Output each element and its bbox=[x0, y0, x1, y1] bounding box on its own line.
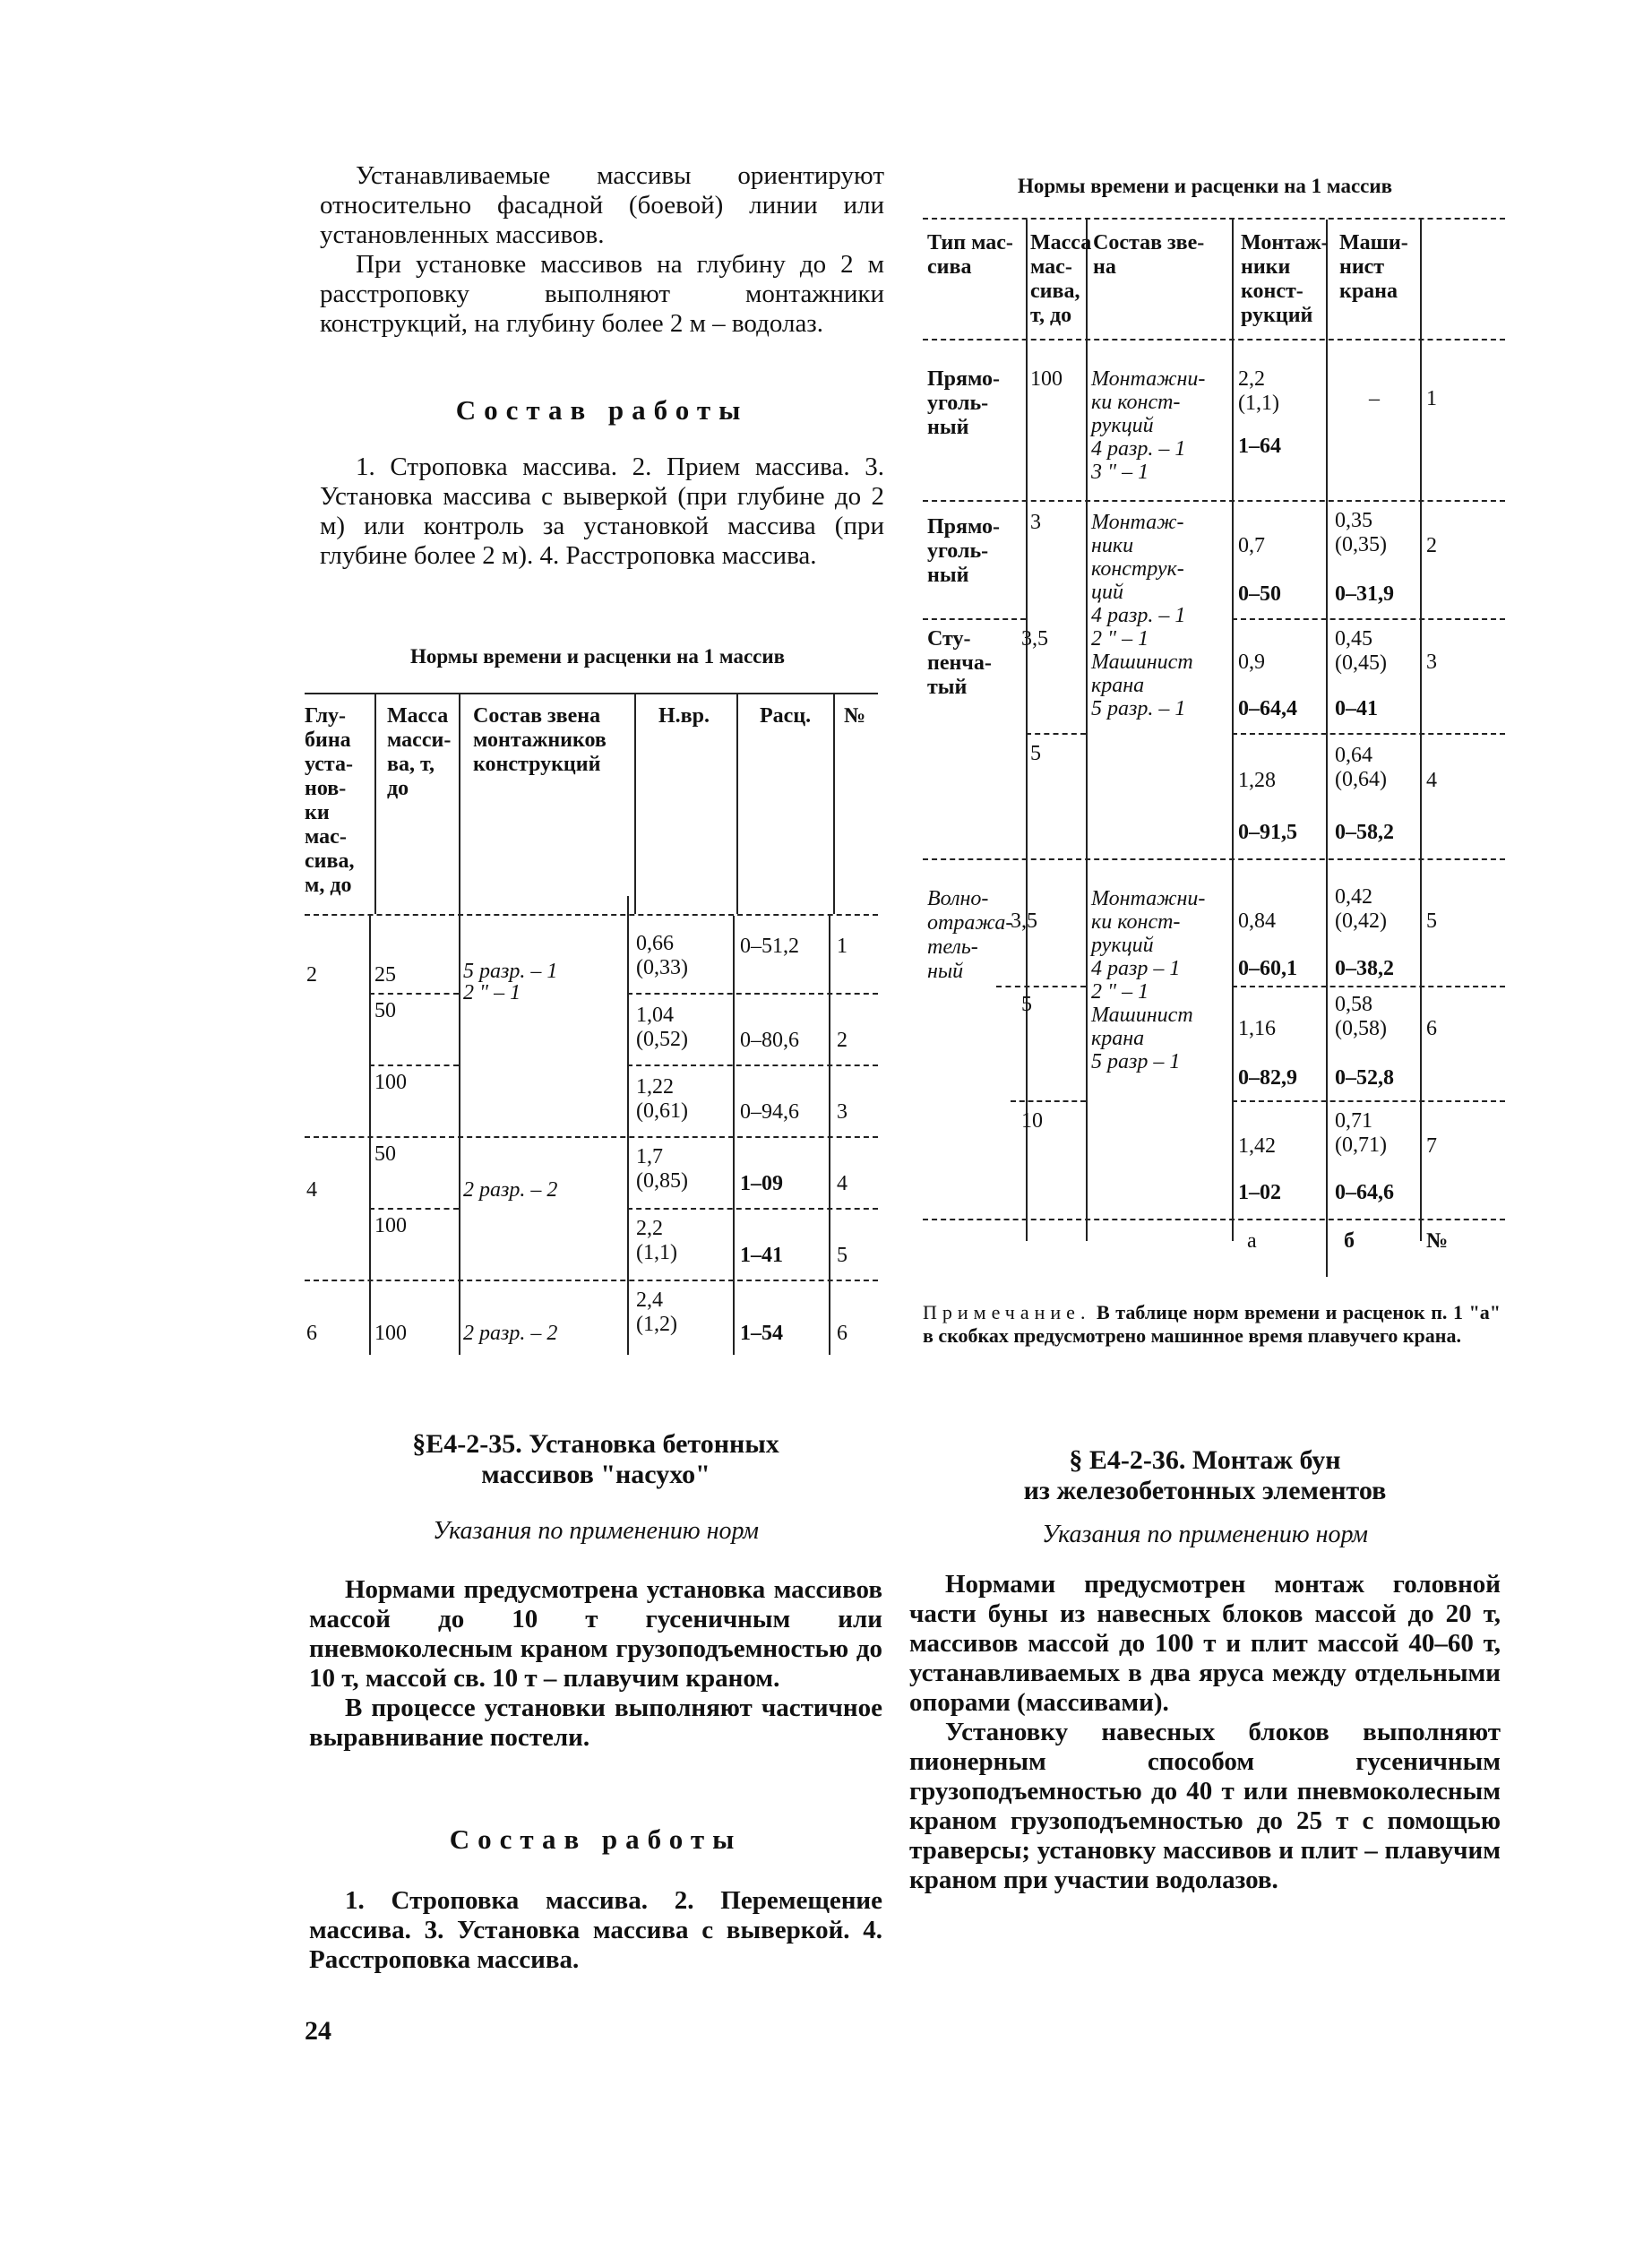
t2-g1-crew: Монтажни- ки конст- рукций 4 разр. – 1 3 " – 1 bbox=[1091, 367, 1206, 484]
section-35-paragraph-1: Нормами предусмотрена установка массивов массой до 10 т гусеничным или пневмоколесным краном грузоподъемностью до 10 т, массой св. 10 т – плавучим краном. bbox=[309, 1575, 882, 1693]
t2-g2-mont-r: 0–50 bbox=[1238, 582, 1281, 606]
section-35-work-text bbox=[309, 1886, 882, 1975]
section-35-subtitle: Указания по применению норм bbox=[433, 1517, 759, 1545]
t1-row5-rasc: 1–41 bbox=[740, 1244, 783, 1267]
t2-g4-r2-mont-r: 0–82,9 bbox=[1238, 1066, 1297, 1090]
t2-g3-r2-mass: 5 bbox=[1030, 742, 1041, 765]
t2-footer-no: № bbox=[1426, 1229, 1449, 1253]
t2-g4-r3-no: 7 bbox=[1426, 1134, 1437, 1158]
t1-row1-nvr: 0,66 (0,33) bbox=[636, 932, 688, 979]
t1-row4-rasc: 1–09 bbox=[740, 1172, 783, 1195]
section-36-paragraph-1: Нормами предусмотрен монтаж головной части буны из навесных блоков массой до 20 т, массивов массой до 100 т и плит массой 40–60 т, устанавливаемых в два яруса между отдельными опорами (массивами). bbox=[909, 1570, 1501, 1717]
t2-g1-mont: 2,2 (1,1) bbox=[1238, 367, 1279, 415]
t1-header-no: № bbox=[844, 704, 866, 728]
t1-row5-nvr: 2,2 (1,1) bbox=[636, 1217, 677, 1264]
section-35-text bbox=[309, 1575, 882, 1753]
t2-g4-r3-mash-r: 0–64,6 bbox=[1335, 1181, 1394, 1204]
page-number: 24 bbox=[305, 2016, 331, 2046]
t2-g3-r1-mont: 0,9 bbox=[1238, 651, 1265, 674]
t1-row1-no: 1 bbox=[837, 935, 848, 958]
t2-footer-b: б bbox=[1344, 1229, 1355, 1253]
t1-row3-no: 3 bbox=[837, 1100, 848, 1124]
section-35-work-heading: Состав работы bbox=[449, 1823, 743, 1855]
t2-g2-crew: Монтаж- ники конструк- ций 4 разр. – 1 2 " – 1 Машинист крана 5 разр. – 1 bbox=[1091, 511, 1193, 720]
work-composition-paragraph: 1. Строповка массива. 2. Прием массива. 3. Установка массива с выверкой (при глубине до 2 м) или контроль за установкой массива (при глубине более 2 м). 4. Расстроповка массива. bbox=[320, 453, 884, 570]
t2-g4-r1-mash: 0,42 (0,42) bbox=[1335, 885, 1387, 933]
t1-row2-mass: 50 bbox=[374, 999, 396, 1022]
t1-row4-no: 4 bbox=[837, 1172, 848, 1195]
t1-header-nvr: Н.вр. bbox=[658, 704, 710, 728]
t2-g4-r2-no: 6 bbox=[1426, 1017, 1437, 1040]
t2-header-mont: Монтаж- ники конст- рукций bbox=[1241, 231, 1329, 327]
t1-row4-depth: 4 bbox=[306, 1178, 317, 1202]
t2-g1-mash: – bbox=[1369, 387, 1380, 410]
t2-g3-r1-mont-r: 0–64,4 bbox=[1238, 697, 1297, 720]
t1-row6-crew: 2 разр. – 2 bbox=[463, 1322, 558, 1345]
work-composition-heading: Состав работы bbox=[455, 394, 749, 426]
t1-row1-mass: 25 bbox=[374, 963, 396, 987]
t2-g3-r1-mass: 3,5 bbox=[1021, 627, 1048, 651]
section-36-text bbox=[909, 1570, 1501, 1895]
t2-g4-type: Волно- отража- тель- ный bbox=[927, 887, 1013, 983]
t2-g3-r1-mash-r: 0–41 bbox=[1335, 697, 1378, 720]
table2-caption: Нормы времени и расценки на 1 массив bbox=[1017, 175, 1393, 197]
t1-row5-mass: 100 bbox=[374, 1214, 407, 1237]
t1-row6-rasc: 1–54 bbox=[740, 1322, 783, 1345]
t1-row6-nvr: 2,4 (1,2) bbox=[636, 1289, 677, 1336]
t1-row6-depth: 6 bbox=[306, 1322, 317, 1345]
t2-g4-crew: Монтажни- ки конст- рукций 4 разр – 1 2 " – 1 Машинист крана 5 разр – 1 bbox=[1091, 887, 1206, 1073]
t1-row1-crew: 5 разр. – 1 2 " – 1 bbox=[463, 960, 558, 1004]
t1-row3-rasc: 0–94,6 bbox=[740, 1100, 799, 1124]
t2-g1-mass: 100 bbox=[1030, 367, 1063, 391]
t1-row6-mass: 100 bbox=[374, 1322, 407, 1345]
t2-header-crew: Состав зве- на bbox=[1093, 231, 1205, 279]
t1-header-depth: Глу- бина уста- нов- ки мас- сива, м, до bbox=[305, 704, 355, 897]
t2-g4-r3-mont: 1,42 bbox=[1238, 1134, 1276, 1158]
t2-g4-r2-mont: 1,16 bbox=[1238, 1017, 1276, 1040]
t2-g2-mash: 0,35 (0,35) bbox=[1335, 509, 1387, 556]
t1-row3-mass: 100 bbox=[374, 1071, 407, 1094]
t2-g2-mash-r: 0–31,9 bbox=[1335, 582, 1394, 606]
t2-g3-r2-mont-r: 0–91,5 bbox=[1238, 821, 1297, 844]
table2-note: Примечание. В таблице норм времени и расценок п. 1 "а" в скобках предусмотрено машинное время плавучего крана. bbox=[923, 1301, 1501, 1347]
t2-g4-r1-mass: 3,5 bbox=[1011, 909, 1037, 933]
section-36-paragraph-2: Установку навесных блоков выполняют пионерным способом гусеничным грузоподъемностью до 40 т или пневмоколесным краном грузоподъемностью до 25 т с помощью траверсы; установку массивов и плит – плавучим краном при участии водолазов. bbox=[909, 1718, 1501, 1894]
work-composition-text bbox=[320, 453, 884, 571]
t1-row2-no: 2 bbox=[837, 1029, 848, 1052]
intro-text bbox=[320, 161, 884, 339]
t2-g4-r2-mash-r: 0–52,8 bbox=[1335, 1066, 1394, 1090]
t2-header-mass: Масса мас- сива, т, до bbox=[1030, 231, 1092, 327]
section-35-title: §Е4-2-35. Установка бетонных массивов "насухо" bbox=[412, 1429, 779, 1489]
intro-paragraph-2: При установке массивов на глубину до 2 м расстроповку выполняют монтажники конструкций, на глубину более 2 м – водолаз. bbox=[320, 250, 884, 338]
t2-g3-r1-no: 3 bbox=[1426, 651, 1437, 674]
t2-g3-r2-mont: 1,28 bbox=[1238, 769, 1276, 792]
t2-g2-mont: 0,7 bbox=[1238, 534, 1265, 557]
t2-g1-no: 1 bbox=[1426, 387, 1437, 410]
t2-g2-no: 2 bbox=[1426, 534, 1437, 557]
t2-g2-type: Прямо- уголь- ный bbox=[927, 515, 1001, 587]
section-36-subtitle: Указания по применению норм bbox=[1042, 1521, 1368, 1548]
t2-g3-r2-mash: 0,64 (0,64) bbox=[1335, 744, 1387, 791]
t2-footer-a: а bbox=[1247, 1229, 1257, 1253]
t2-g3-r2-no: 4 bbox=[1426, 769, 1437, 792]
section-36-title: § Е4-2-36. Монтаж бун из железобетонных элементов bbox=[1023, 1445, 1387, 1505]
t2-header-type: Тип мас- сива bbox=[927, 231, 1013, 279]
section-35-work-paragraph: 1. Строповка массива. 2. Перемещение массива. 3. Установка массива с выверкой. 4. Расстроповка массива. bbox=[309, 1886, 882, 1974]
t1-header-mass: Масса масси- ва, т, до bbox=[387, 704, 452, 800]
t1-header-rasc: Расц. bbox=[760, 704, 812, 728]
t1-row1-rasc: 0–51,2 bbox=[740, 935, 799, 958]
t2-g4-r1-mont: 0,84 bbox=[1238, 909, 1276, 933]
t2-g4-r3-mont-r: 1–02 bbox=[1238, 1181, 1281, 1204]
t1-header-crew: Состав звена монтажников конструкций bbox=[473, 704, 607, 776]
t1-row5-no: 5 bbox=[837, 1244, 848, 1267]
t2-g4-r2-mass: 5 bbox=[1021, 993, 1032, 1016]
t1-row4-nvr: 1,7 (0,85) bbox=[636, 1145, 688, 1193]
t1-row1-depth: 2 bbox=[306, 963, 317, 987]
t2-g1-mont-r: 1–64 bbox=[1238, 435, 1281, 458]
t2-g1-type: Прямо- уголь- ный bbox=[927, 367, 1001, 439]
t1-row6-no: 6 bbox=[837, 1322, 848, 1345]
t2-g3-r1-mash: 0,45 (0,45) bbox=[1335, 627, 1387, 675]
t2-g4-r3-mash: 0,71 (0,71) bbox=[1335, 1109, 1387, 1157]
t2-g4-r1-mont-r: 0–60,1 bbox=[1238, 957, 1297, 980]
t2-g3-type: Сту- пенча- тый bbox=[927, 627, 992, 699]
t1-row2-rasc: 0–80,6 bbox=[740, 1029, 799, 1052]
t1-row4-crew: 2 разр. – 2 bbox=[463, 1178, 558, 1202]
table1-caption: Нормы времени и расценки на 1 массив bbox=[409, 645, 786, 668]
section-35-paragraph-2: В процессе установки выполняют частичное выравнивание постели. bbox=[309, 1694, 882, 1752]
t2-g4-r2-mash: 0,58 (0,58) bbox=[1335, 993, 1387, 1040]
t2-g4-r3-mass: 10 bbox=[1021, 1109, 1043, 1133]
t2-g4-r1-no: 5 bbox=[1426, 909, 1437, 933]
intro-paragraph-1: Устанавливаемые массивы ориентируют относительно фасадной (боевой) линии или установленных массивов. bbox=[320, 161, 884, 249]
t2-g2-mass: 3 bbox=[1030, 511, 1041, 534]
t2-header-mash: Маши- нист крана bbox=[1339, 231, 1408, 303]
t1-row3-nvr: 1,22 (0,61) bbox=[636, 1075, 688, 1123]
t1-row4-mass: 50 bbox=[374, 1142, 396, 1166]
t2-g4-r1-mash-r: 0–38,2 bbox=[1335, 957, 1394, 980]
t2-g3-r2-mash-r: 0–58,2 bbox=[1335, 821, 1394, 844]
t1-row2-nvr: 1,04 (0,52) bbox=[636, 1004, 688, 1051]
